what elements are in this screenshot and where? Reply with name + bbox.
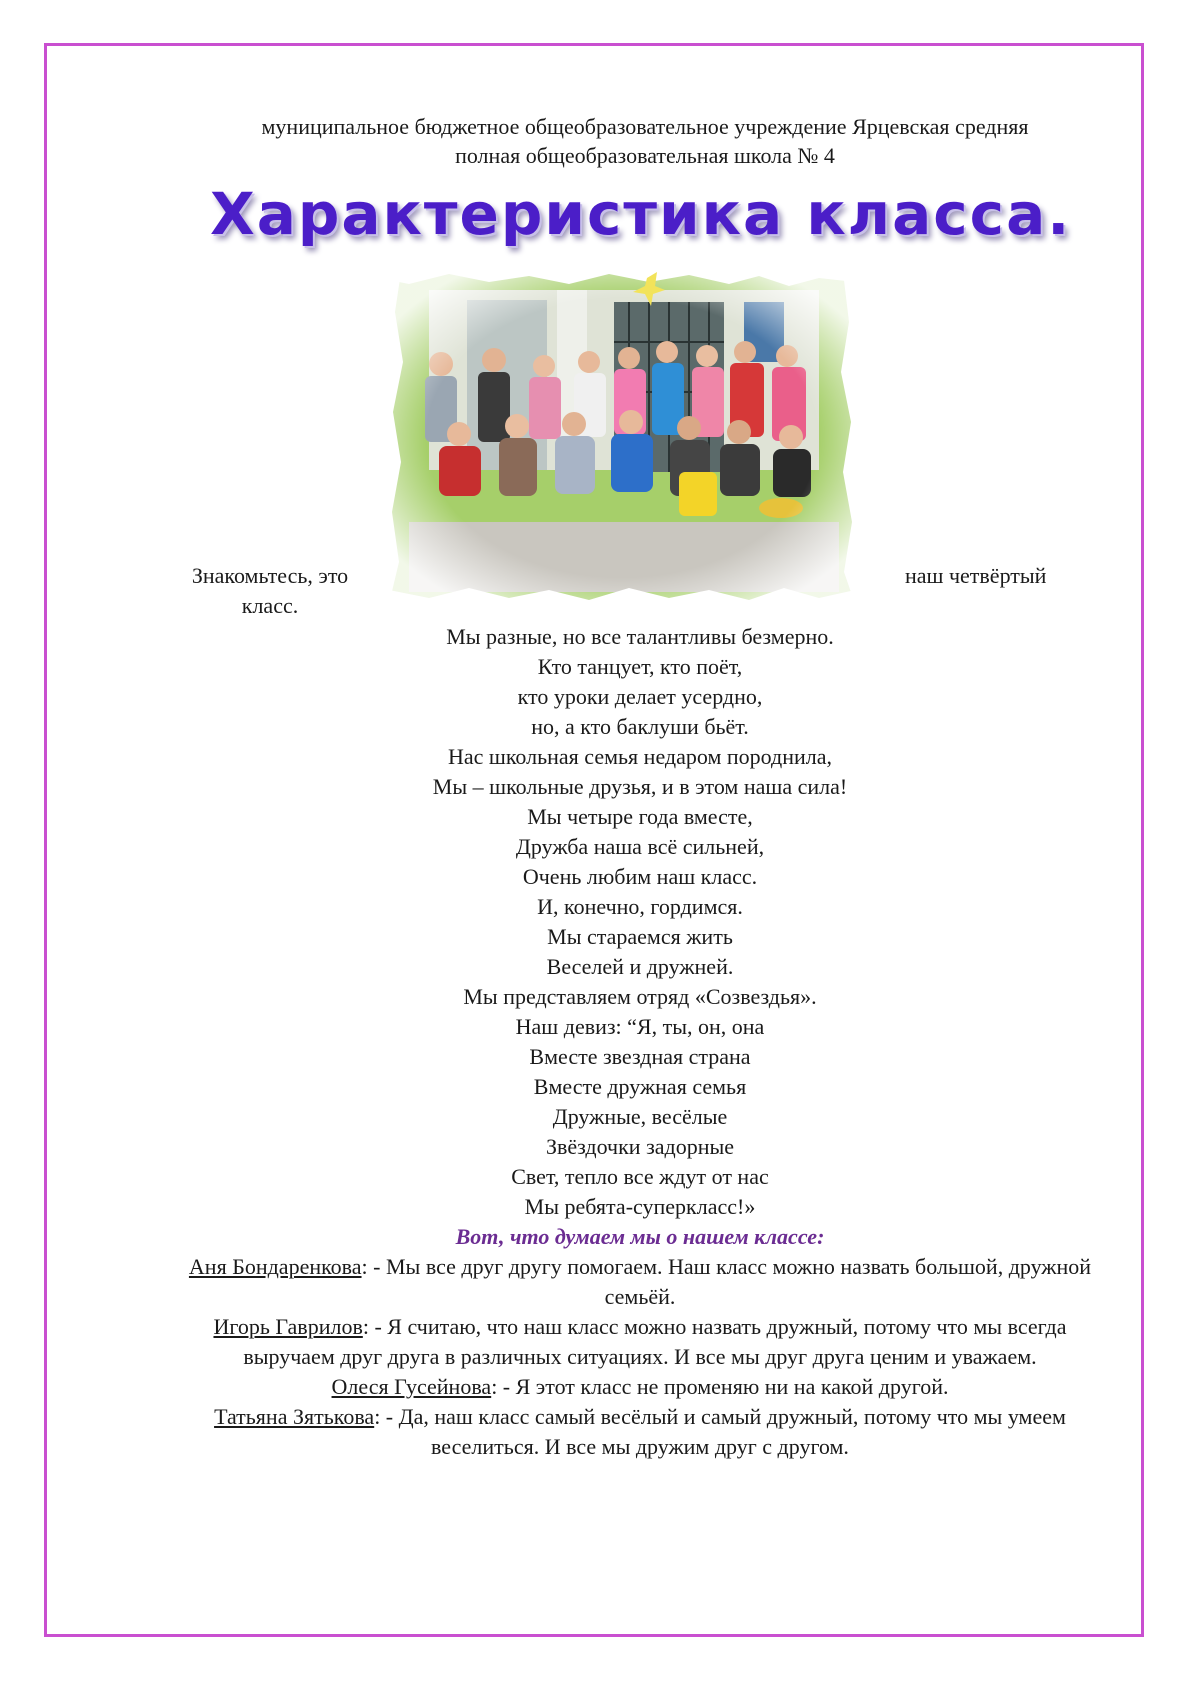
poem-line: Очень любим наш класс. [522,864,758,889]
opinion [170,1312,1110,1372]
intro-left [170,561,370,621]
opinion [170,1402,1110,1462]
intro-left-text: Знакомьтесь, это [191,563,349,588]
poem-line: Мы ребята-суперкласс!» [524,1194,756,1219]
opinion-text: : - Я этот класс не променяю ни на какой другой. [491,1374,949,1399]
opinions-heading: Вот, что думаем мы о нашем классе: [455,1224,825,1249]
opinion-text: : - Мы все друг другу помогаем. Наш класс можно назвать большой, дружной семьёй. [361,1254,1092,1309]
poem-line: но, а кто баклуши бьёт. [531,714,749,739]
poem-line: Звёздочки задорные [545,1134,735,1159]
school-name [170,112,1120,170]
opinion-author: Игорь Гаврилов [213,1314,363,1339]
poem-line: Мы разные, но все талантливы безмерно. [446,624,834,649]
poem-line: И, конечно, гордимся. [537,894,743,919]
opinion [170,1252,1110,1312]
opinion-author: Татьяна Зятькова [214,1404,375,1429]
school-line-1: муниципальное бюджетное общеобразовательное учреждение Ярцевская средняя [261,114,1029,139]
poem-line: Дружба наша всё сильней, [515,834,765,859]
poem-line: Наш девиз: “Я, ты, он, она [515,1014,765,1039]
poem-line: Дружные, весёлые [552,1104,728,1129]
class-photo [389,272,855,604]
page-title: Характеристика класса. [210,180,1072,248]
opinion-author: Олеся Гусейнова [331,1374,492,1399]
opinion-text: : - Да, наш класс самый весёлый и самый дружный, потому что мы умеем веселиться. И все мы дружим друг с другом. [374,1404,1066,1459]
opinion-author: Аня Бондаренкова [188,1254,362,1279]
poem [170,622,1110,1462]
poem-line: Веселей и дружней. [546,954,734,979]
school-line-2: полная общеобразовательная школа № 4 [455,143,835,168]
intro-right: наш четвёртый [905,563,1047,588]
poem-line: Вместе дружная семья [533,1074,747,1099]
poem-line: Свет, тепло все ждут от нас [511,1164,769,1189]
opinion [170,1372,1110,1402]
poem-line: Мы – школьные друзья, и в этом наша сила! [432,774,848,799]
opinion-text: : - Я считаю, что наш класс можно назвать дружный, потому что мы всегда выручаем друг друга в различных ситуациях. И все мы друг друга ценим и уважаем. [243,1314,1067,1369]
poem-line: Мы стараемся жить [547,924,733,949]
poem-line: Вместе звездная страна [529,1044,751,1069]
poem-line: Нас школьная семья недаром породнила, [447,744,832,769]
intro-tail: класс. [241,593,299,618]
poem-line: Мы четыре года вместе, [527,804,753,829]
poem-line: Мы представляем отряд «Созвездья». [463,984,817,1009]
poem-line: Кто танцует, кто поёт, [537,654,743,679]
poem-line: кто уроки делает усердно, [517,684,763,709]
